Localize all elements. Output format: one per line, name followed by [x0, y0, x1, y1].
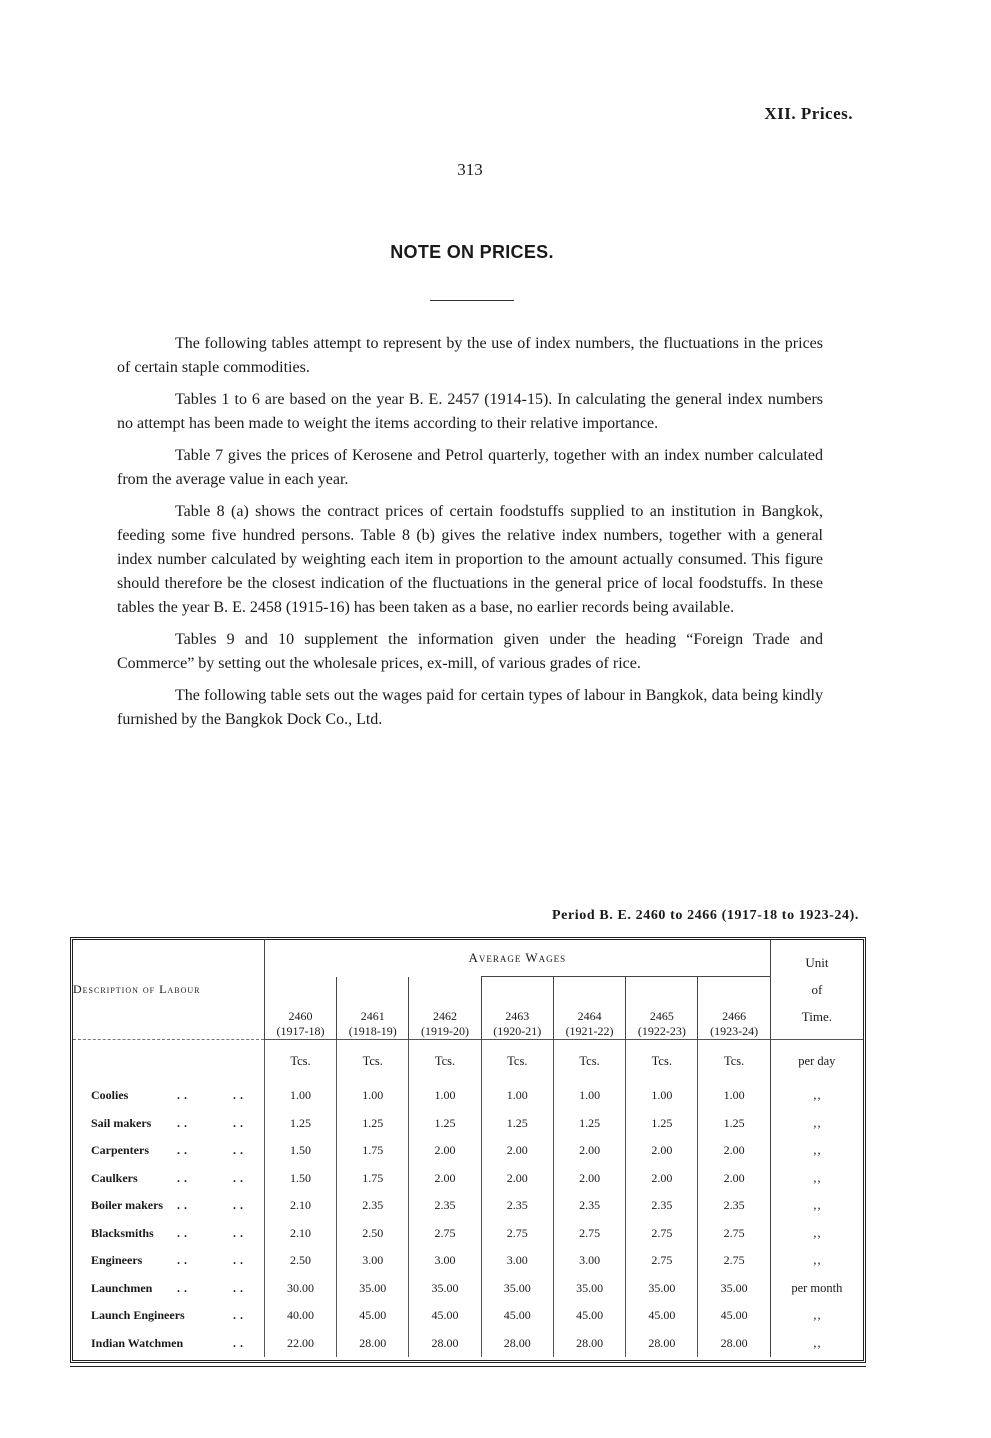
- leader-dots: ..: [177, 1143, 191, 1158]
- labour-type: [73, 1302, 264, 1330]
- leader-dots: ..: [233, 1335, 247, 1350]
- labour-name: Caulkers: [91, 1170, 138, 1185]
- year-be: 2464: [577, 1009, 602, 1023]
- wage-value: 1.00: [409, 1082, 481, 1110]
- labour-name: Launch Engineers: [91, 1308, 185, 1323]
- year-be: 2462: [433, 1009, 458, 1023]
- labour-type: [73, 1330, 264, 1358]
- unit-of-time: ‚‚: [770, 1082, 863, 1110]
- wage-value: 35.00: [698, 1275, 770, 1303]
- currency-label: Tcs.: [698, 1040, 770, 1083]
- wage-value: 40.00: [264, 1302, 336, 1330]
- leader-dots: ..: [177, 1115, 191, 1130]
- leader-dots: ..: [177, 1088, 191, 1103]
- table-row: [73, 1192, 863, 1220]
- year-ce: (1921-22): [565, 1024, 614, 1038]
- wage-value: 1.75: [337, 1137, 409, 1165]
- wage-value: 2.35: [481, 1192, 553, 1220]
- currency-label: Tcs.: [264, 1040, 336, 1083]
- wage-value: 28.00: [337, 1330, 409, 1358]
- table-row: [73, 1302, 863, 1330]
- paragraph: Tables 9 and 10 supplement the information given under the heading “Foreign Trade and Commerce” by setting out the wholesale prices, ex-mill, of various grades of rice.: [117, 631, 823, 672]
- labour-name: Launchmen: [91, 1280, 153, 1295]
- table-row: [73, 1110, 863, 1138]
- currency-label: Tcs.: [409, 1040, 481, 1083]
- leader-dots: ..: [177, 1253, 191, 1268]
- labour-type: [73, 1192, 264, 1220]
- blank-cell: [73, 1040, 264, 1083]
- year-header-2465: [626, 977, 698, 1040]
- table-row: [73, 1220, 863, 1248]
- unit-of-time: ‚‚: [770, 1165, 863, 1193]
- wage-value: 45.00: [626, 1302, 698, 1330]
- wages-table-frame: [70, 937, 866, 1363]
- wage-value: 2.35: [553, 1192, 625, 1220]
- leader-dots: ..: [233, 1308, 247, 1323]
- labour-name: Engineers: [91, 1253, 143, 1268]
- page-title: NOTE ON PRICES.: [390, 242, 554, 262]
- year-be: 2466: [722, 1009, 747, 1023]
- table-row: [73, 1275, 863, 1303]
- year-ce: (1922-23): [637, 1024, 686, 1038]
- unit-of-time: ‚‚: [770, 1247, 863, 1275]
- wage-value: 2.75: [626, 1220, 698, 1248]
- wage-value: 45.00: [481, 1302, 553, 1330]
- wage-value: 28.00: [553, 1330, 625, 1358]
- paragraph: Table 7 gives the prices of Kerosene and Petrol quarterly, together with an index number calculated from the average value in each year.: [117, 447, 823, 488]
- currency-label: Tcs.: [481, 1040, 553, 1083]
- unit-of-time: ‚‚: [770, 1110, 863, 1138]
- wage-value: 2.35: [626, 1192, 698, 1220]
- wage-value: 2.35: [337, 1192, 409, 1220]
- labour-type: [73, 1082, 264, 1110]
- wage-value: 1.00: [626, 1082, 698, 1110]
- unit-of-time-header: [770, 940, 863, 1040]
- wage-value: 1.75: [337, 1165, 409, 1193]
- year-ce: (1923-24): [710, 1024, 759, 1038]
- wage-value: 28.00: [409, 1330, 481, 1358]
- unit-header-line: of: [811, 982, 823, 997]
- labour-name: Sail makers: [91, 1115, 152, 1130]
- year-be: 2463: [505, 1009, 530, 1023]
- year-ce: (1920-21): [493, 1024, 542, 1038]
- wage-value: 3.00: [409, 1247, 481, 1275]
- year-header-2464: [553, 977, 625, 1040]
- wage-value: 30.00: [264, 1275, 336, 1303]
- labour-name: Boiler makers: [91, 1198, 164, 1213]
- leader-dots: ..: [233, 1088, 247, 1103]
- wage-value: 2.00: [698, 1165, 770, 1193]
- year-header-2460: [264, 977, 336, 1040]
- description-of-labour-header: Description of Labour: [73, 982, 201, 996]
- wage-value: 2.10: [264, 1220, 336, 1248]
- wage-value: 35.00: [409, 1275, 481, 1303]
- wage-value: 35.00: [553, 1275, 625, 1303]
- average-wages-header: Average Wages: [264, 940, 770, 977]
- wage-value: 3.00: [337, 1247, 409, 1275]
- wage-value: 1.25: [481, 1110, 553, 1138]
- title-divider: [430, 300, 514, 301]
- wage-value: 2.50: [264, 1247, 336, 1275]
- labour-type: [73, 1220, 264, 1248]
- page-number: 313: [457, 160, 483, 179]
- wage-value: 2.00: [481, 1137, 553, 1165]
- leader-dots: ..: [177, 1225, 191, 1240]
- wage-value: 1.25: [264, 1110, 336, 1138]
- labour-type: [73, 1165, 264, 1193]
- leader-dots: ..: [233, 1253, 247, 1268]
- labour-type: [73, 1275, 264, 1303]
- wage-value: 28.00: [698, 1330, 770, 1358]
- wage-value: 45.00: [553, 1302, 625, 1330]
- wage-value: 1.25: [553, 1110, 625, 1138]
- wage-value: 45.00: [409, 1302, 481, 1330]
- unit-of-time: ‚‚: [770, 1302, 863, 1330]
- wage-value: 28.00: [626, 1330, 698, 1358]
- wage-value: 1.25: [409, 1110, 481, 1138]
- paragraph: Tables 1 to 6 are based on the year B. E. 2457 (1914-15). In calculating the general index numbers no attempt has been made to weight the items according to their relative importance.: [117, 391, 823, 432]
- wage-value: 35.00: [337, 1275, 409, 1303]
- unit-of-time: ‚‚: [770, 1220, 863, 1248]
- paragraph: The following table sets out the wages paid for certain types of labour in Bangkok, data being kindly furnished by the Bangkok Dock Co., Ltd.: [117, 687, 823, 728]
- paragraph: The following tables attempt to represent by the use of index numbers, the fluctuations in the prices of certain staple commodities.: [117, 335, 823, 376]
- wage-value: 2.00: [481, 1165, 553, 1193]
- wage-value: 1.00: [337, 1082, 409, 1110]
- note-body: [117, 332, 823, 740]
- wage-value: 35.00: [481, 1275, 553, 1303]
- wage-value: 2.75: [698, 1247, 770, 1275]
- unit-header-line: Unit: [805, 955, 829, 970]
- wage-value: 2.10: [264, 1192, 336, 1220]
- currency-row: [73, 1040, 863, 1083]
- currency-label: Tcs.: [553, 1040, 625, 1083]
- wage-value: 1.25: [337, 1110, 409, 1138]
- paragraph: Table 8 (a) shows the contract prices of certain foodstuffs supplied to an institution in Bangkok, feeding some five hundred persons. Table 8 (b) gives the relative index numbers, together with a general index number calculated by weighting each item in proportion to the amount actually consumed. This figure should therefore be the closest indication of the fluctuations in the general price of local foodstuffs. In these tables the year B. E. 2458 (1915-16) has been taken as a base, no earlier records being available.: [117, 503, 823, 616]
- wage-value: 2.00: [698, 1137, 770, 1165]
- year-be: 2460: [288, 1009, 313, 1023]
- wage-value: 2.75: [698, 1220, 770, 1248]
- table-row: [73, 1082, 863, 1110]
- year-header-2462: [409, 977, 481, 1040]
- unit-per-day: per day: [770, 1040, 863, 1083]
- wage-value: 2.75: [626, 1247, 698, 1275]
- wage-value: 2.00: [626, 1165, 698, 1193]
- leader-dots: ..: [177, 1280, 191, 1295]
- year-ce: (1917-18): [276, 1024, 325, 1038]
- wage-value: 1.50: [264, 1137, 336, 1165]
- year-header-2463: [481, 977, 553, 1040]
- leader-dots: ..: [233, 1170, 247, 1185]
- wage-value: 28.00: [481, 1330, 553, 1358]
- labour-name: Indian Watchmen: [91, 1335, 184, 1350]
- table-row: [73, 1247, 863, 1275]
- year-ce: (1918-19): [348, 1024, 397, 1038]
- wage-value: 2.35: [409, 1192, 481, 1220]
- wage-value: 2.35: [698, 1192, 770, 1220]
- wage-value: 1.25: [626, 1110, 698, 1138]
- table-row: [73, 1137, 863, 1165]
- labour-name: Carpenters: [91, 1143, 149, 1158]
- labour-name: Blacksmiths: [91, 1225, 154, 1240]
- leader-dots: ..: [233, 1225, 247, 1240]
- leader-dots: ..: [233, 1280, 247, 1295]
- bottom-rule: [70, 1366, 866, 1367]
- wage-value: 3.00: [481, 1247, 553, 1275]
- wages-table: [73, 940, 863, 1357]
- year-header-2461: [337, 977, 409, 1040]
- labour-type: [73, 1110, 264, 1138]
- year-ce: (1919-20): [421, 1024, 470, 1038]
- labour-type: [73, 1247, 264, 1275]
- wage-value: 3.00: [553, 1247, 625, 1275]
- wage-value: 2.00: [553, 1137, 625, 1165]
- wage-value: 1.00: [553, 1082, 625, 1110]
- section-header: XII. Prices.: [764, 104, 853, 123]
- wage-value: 35.00: [626, 1275, 698, 1303]
- table-row: [73, 1330, 863, 1358]
- year-be: 2465: [649, 1009, 674, 1023]
- wage-value: 1.50: [264, 1165, 336, 1193]
- table-period-caption: Period B. E. 2460 to 2466 (1917-18 to 1923-24).: [551, 908, 859, 923]
- labour-type: [73, 1137, 264, 1165]
- wage-value: 1.00: [481, 1082, 553, 1110]
- leader-dots: ..: [233, 1143, 247, 1158]
- labour-name: Coolies: [91, 1088, 129, 1103]
- wage-value: 2.75: [481, 1220, 553, 1248]
- unit-of-time: per month: [770, 1275, 863, 1303]
- unit-of-time: ‚‚: [770, 1330, 863, 1358]
- wage-value: 2.00: [553, 1165, 625, 1193]
- unit-of-time: ‚‚: [770, 1137, 863, 1165]
- unit-header-line: Time.: [801, 1009, 832, 1024]
- wage-value: 45.00: [337, 1302, 409, 1330]
- wage-value: 2.00: [409, 1165, 481, 1193]
- wage-value: 1.25: [698, 1110, 770, 1138]
- leader-dots: ..: [177, 1198, 191, 1213]
- wage-value: 22.00: [264, 1330, 336, 1358]
- wage-value: 2.50: [337, 1220, 409, 1248]
- wage-value: 1.00: [264, 1082, 336, 1110]
- year-be: 2461: [360, 1009, 385, 1023]
- currency-label: Tcs.: [337, 1040, 409, 1083]
- leader-dots: ..: [177, 1170, 191, 1185]
- wage-value: 2.75: [553, 1220, 625, 1248]
- currency-label: Tcs.: [626, 1040, 698, 1083]
- wage-value: 1.00: [698, 1082, 770, 1110]
- wage-value: 2.00: [626, 1137, 698, 1165]
- table-row: [73, 1165, 863, 1193]
- leader-dots: ..: [233, 1198, 247, 1213]
- wage-value: 2.75: [409, 1220, 481, 1248]
- year-header-2466: [698, 977, 770, 1040]
- unit-of-time: ‚‚: [770, 1192, 863, 1220]
- wage-value: 45.00: [698, 1302, 770, 1330]
- leader-dots: ..: [233, 1115, 247, 1130]
- wage-value: 2.00: [409, 1137, 481, 1165]
